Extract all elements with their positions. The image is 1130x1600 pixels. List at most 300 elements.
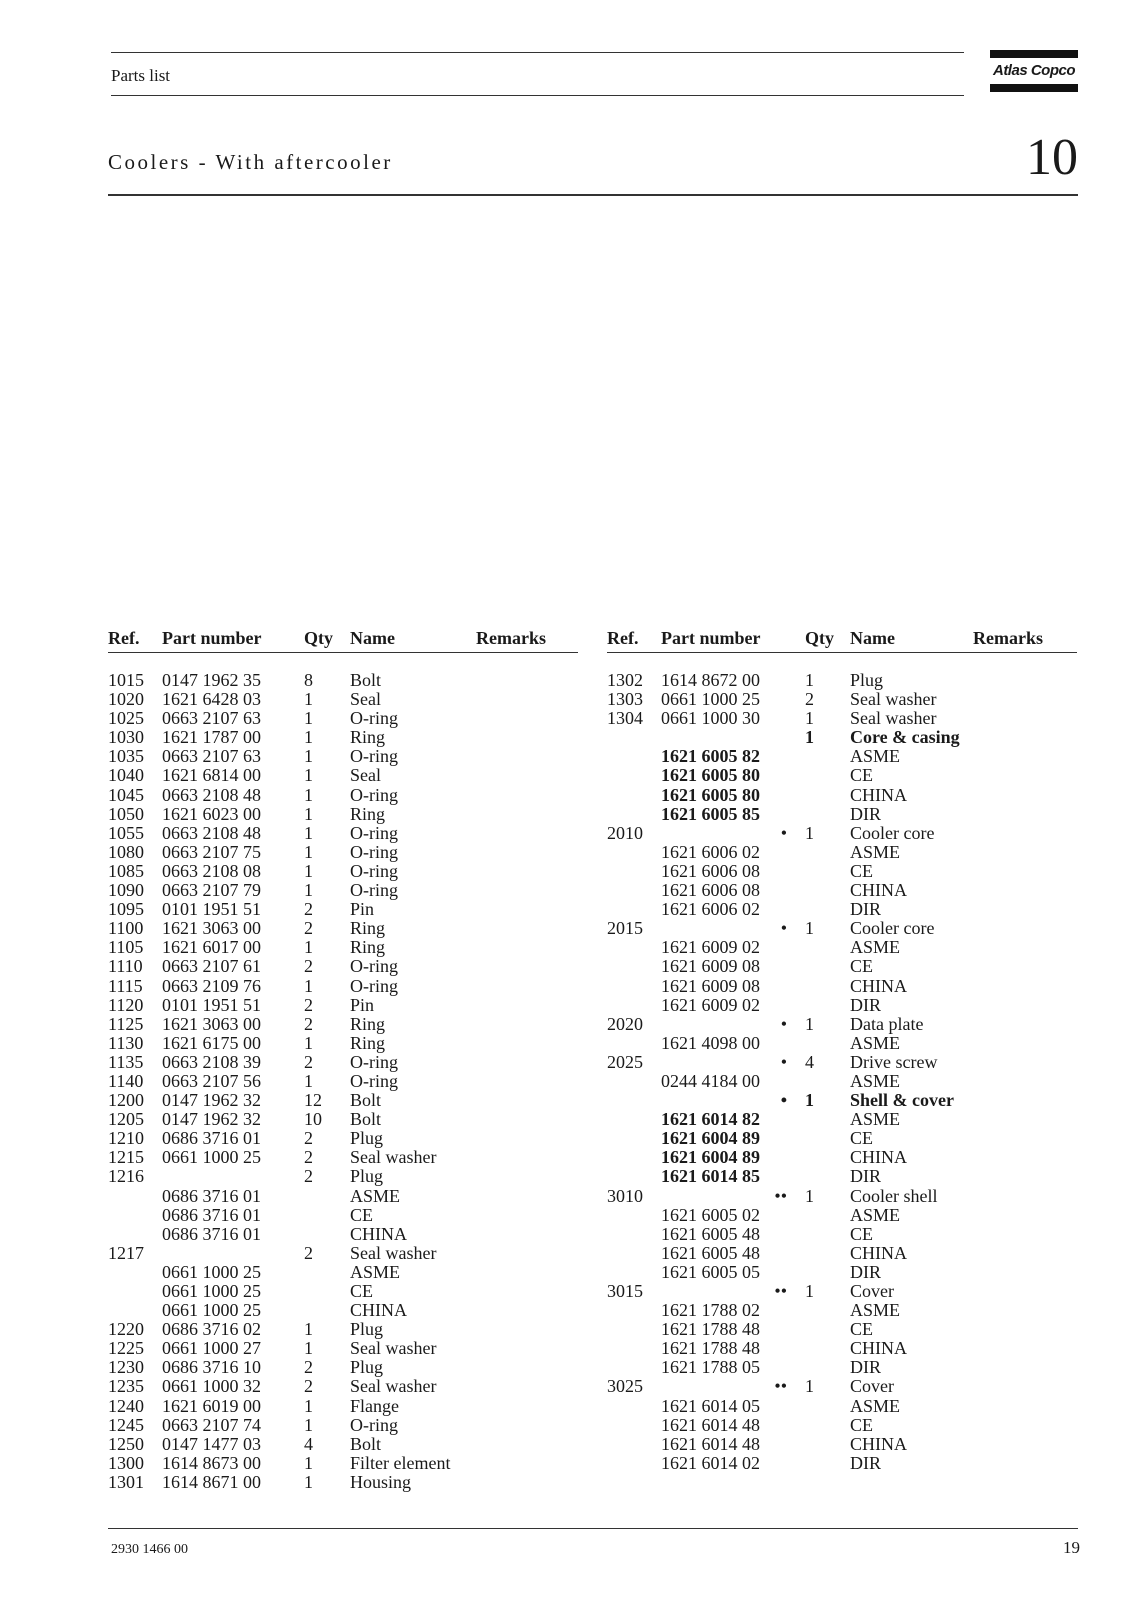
part-number-cell: 0686 3716 01 — [162, 1223, 261, 1244]
part-number-cell: 0663 2107 79 — [162, 880, 261, 901]
name-cell: Seal — [350, 689, 381, 710]
part-number-cell: 1621 6004 89 — [661, 1128, 760, 1149]
part-number-cell: 0661 1000 25 — [162, 1281, 261, 1301]
top-rule — [111, 52, 964, 53]
table-row — [108, 1053, 578, 1072]
table-row — [108, 1015, 578, 1034]
table-row — [607, 709, 1077, 728]
header-rule — [111, 95, 964, 96]
qty-cell: 1 — [304, 1070, 313, 1091]
ref-cell: 1015 — [108, 670, 144, 690]
table-row — [108, 1339, 578, 1358]
indent-dot-cell: • — [780, 822, 787, 843]
part-number-cell: 1621 3063 00 — [162, 1013, 261, 1034]
ref-cell: 1125 — [108, 1013, 144, 1034]
logo-bar-top — [990, 50, 1078, 58]
part-number-cell: 1621 6017 00 — [162, 937, 261, 958]
part-number-cell: 1621 6814 00 — [162, 765, 261, 786]
part-number-cell: 1614 8673 00 — [162, 1452, 261, 1473]
qty-cell: 4 — [304, 1433, 313, 1454]
ref-cell: 1115 — [108, 975, 143, 996]
indent-dot-cell: • — [780, 1090, 787, 1111]
part-number-cell: 1621 6014 85 — [661, 1166, 760, 1187]
logo-text: Atlas Copco — [992, 62, 1075, 79]
name-cell: Bolt — [350, 670, 382, 690]
ref-cell: 2020 — [607, 1013, 643, 1034]
name-cell: Cooler core — [850, 918, 935, 939]
part-number-cell: 1621 6009 02 — [661, 994, 760, 1015]
qty-cell: 1 — [304, 880, 313, 901]
parts-table-left — [108, 628, 578, 1492]
part-number-cell: 0663 2107 63 — [162, 708, 261, 729]
ref-cell: 1050 — [108, 803, 144, 824]
name-cell: CE — [850, 1414, 874, 1435]
table-row — [607, 1263, 1077, 1282]
table-row — [607, 957, 1077, 976]
name-cell: Cooler core — [850, 822, 935, 843]
ref-cell: 1210 — [108, 1128, 144, 1149]
name-cell: DIR — [850, 1261, 881, 1282]
ref-cell: 1302 — [607, 670, 643, 690]
name-cell: Seal — [350, 765, 381, 786]
name-cell: O-ring — [350, 1070, 398, 1091]
name-cell: Ring — [350, 1032, 386, 1053]
name-cell: Bolt — [350, 1109, 382, 1130]
col-remarks-header: Remarks — [476, 628, 546, 648]
col-qty-header: Qty — [304, 628, 333, 648]
indent-dot-cell: • — [780, 1051, 787, 1072]
name-cell: O-ring — [350, 860, 398, 881]
name-cell: CE — [850, 765, 874, 786]
qty-cell: 1 — [805, 1281, 814, 1301]
qty-cell: 2 — [304, 994, 313, 1015]
name-cell: O-ring — [350, 822, 398, 843]
table-row — [108, 938, 578, 957]
indent-dot-cell: •• — [774, 1281, 787, 1301]
table-row — [607, 977, 1077, 996]
ref-cell: 1020 — [108, 689, 144, 710]
document-number: 2930 1466 00 — [111, 1542, 188, 1557]
table-row — [108, 900, 578, 919]
table-row — [607, 1091, 1077, 1110]
name-cell: Drive screw — [850, 1051, 938, 1072]
name-cell: Bolt — [350, 1433, 382, 1454]
name-cell: Ring — [350, 803, 386, 824]
table-row — [607, 919, 1077, 938]
qty-cell: 1 — [304, 1452, 313, 1473]
part-number-cell: 0686 3716 10 — [162, 1357, 261, 1378]
name-cell: Plug — [850, 670, 884, 690]
table-row — [108, 1110, 578, 1129]
col-name-header: Name — [850, 628, 895, 648]
part-number-cell: 0663 2108 08 — [162, 860, 261, 881]
table-row — [607, 862, 1077, 881]
qty-cell: 1 — [805, 670, 814, 690]
qty-cell: 1 — [304, 689, 313, 710]
table-row — [607, 1225, 1077, 1244]
part-number-cell: 0661 1000 32 — [162, 1376, 261, 1397]
qty-cell: 2 — [304, 1376, 313, 1397]
part-number-cell: 1621 6428 03 — [162, 689, 261, 710]
table-body — [108, 671, 578, 1492]
table-row — [607, 843, 1077, 862]
indent-dot-cell: •• — [774, 1376, 787, 1397]
part-number-cell: 1621 6005 80 — [661, 765, 760, 786]
part-number-cell: 1621 6005 80 — [661, 784, 760, 805]
part-number-cell: 0101 1951 51 — [162, 899, 261, 920]
table-row — [607, 1110, 1077, 1129]
part-number-cell: 1621 6006 08 — [661, 860, 760, 881]
table-row — [108, 824, 578, 843]
qty-cell: 1 — [304, 803, 313, 824]
part-number-cell: 0663 2108 39 — [162, 1051, 261, 1072]
qty-cell: 1 — [304, 784, 313, 805]
table-row — [108, 1034, 578, 1053]
table-row — [108, 1377, 578, 1396]
part-number-cell: 0147 1962 32 — [162, 1109, 261, 1130]
table-row — [108, 690, 578, 709]
part-number-cell: 1621 4098 00 — [661, 1032, 760, 1053]
qty-cell: 12 — [304, 1090, 322, 1111]
table-row — [108, 919, 578, 938]
qty-cell: 2 — [304, 899, 313, 920]
table-row — [607, 1397, 1077, 1416]
part-number-cell: 1621 6006 08 — [661, 880, 760, 901]
name-cell: Ring — [350, 727, 386, 748]
ref-cell: 1235 — [108, 1376, 144, 1397]
table-row — [108, 881, 578, 900]
table-row — [607, 996, 1077, 1015]
name-cell: Cover — [850, 1376, 894, 1397]
part-number-cell: 1621 6014 05 — [661, 1395, 760, 1416]
ref-cell: 1100 — [108, 918, 144, 939]
col-remarks-header: Remarks — [973, 628, 1043, 648]
table-row — [108, 805, 578, 824]
part-number-cell: 1621 6005 02 — [661, 1204, 760, 1225]
table-body — [607, 671, 1077, 1473]
part-number-cell: 1621 1788 48 — [661, 1338, 760, 1359]
name-cell: O-ring — [350, 708, 398, 729]
name-cell: CHINA — [350, 1223, 407, 1244]
part-number-cell: 0663 2108 48 — [162, 822, 261, 843]
part-number-cell: 0147 1962 35 — [162, 670, 261, 690]
qty-cell: 2 — [304, 956, 313, 977]
part-number-cell: 1621 6175 00 — [162, 1032, 261, 1053]
table-row — [108, 1416, 578, 1435]
table-row — [607, 671, 1077, 690]
part-number-cell: 1621 6019 00 — [162, 1395, 261, 1416]
qty-cell: 1 — [304, 841, 313, 862]
part-number-cell: 0661 1000 25 — [661, 689, 760, 710]
name-cell: DIR — [850, 1166, 881, 1187]
name-cell: ASME — [350, 1261, 401, 1282]
name-cell: ASME — [850, 1300, 901, 1321]
ref-cell: 1216 — [108, 1166, 144, 1187]
part-number-cell: 1614 8671 00 — [162, 1471, 261, 1492]
part-number-cell: 0686 3716 02 — [162, 1319, 261, 1340]
col-part-header: Part number — [162, 628, 262, 648]
name-cell: O-ring — [350, 1414, 398, 1435]
col-ref-header: Ref. — [607, 628, 639, 648]
name-cell: O-ring — [350, 975, 398, 996]
part-number-cell: 1621 6014 02 — [661, 1452, 760, 1473]
parts-table-right — [607, 628, 1077, 1473]
ref-cell: 1140 — [108, 1070, 144, 1091]
name-cell: Plug — [350, 1319, 384, 1340]
part-number-cell: 1621 6009 08 — [661, 956, 760, 977]
ref-cell: 1095 — [108, 899, 144, 920]
name-cell: CE — [350, 1281, 374, 1301]
ref-cell: 1130 — [108, 1032, 144, 1053]
table-header — [607, 628, 1077, 653]
part-number-cell: 0244 4184 00 — [661, 1070, 760, 1091]
table-row — [108, 843, 578, 862]
part-number-cell: 1621 6005 48 — [661, 1242, 760, 1263]
name-cell: ASME — [850, 1109, 901, 1130]
part-number-cell: 1621 6005 82 — [661, 746, 760, 767]
part-number-cell: 1621 6014 48 — [661, 1414, 760, 1435]
table-row — [108, 1263, 578, 1282]
name-cell: Seal washer — [350, 1242, 437, 1263]
table-row — [607, 1148, 1077, 1167]
qty-cell: 2 — [805, 689, 814, 710]
name-cell: Cooler shell — [850, 1185, 938, 1206]
part-number-cell: 0663 2107 56 — [162, 1070, 261, 1091]
name-cell: Seal washer — [850, 708, 937, 729]
name-cell: ASME — [350, 1185, 401, 1206]
name-cell: CHINA — [850, 975, 907, 996]
qty-cell: 1 — [304, 1471, 313, 1492]
logo-bar-bottom — [990, 84, 1078, 92]
page-number: 19 — [1063, 1538, 1080, 1557]
table-row — [607, 1053, 1077, 1072]
ref-cell: 3025 — [607, 1376, 643, 1397]
name-cell: CHINA — [850, 1242, 907, 1263]
ref-cell: 1030 — [108, 727, 144, 748]
part-number-cell: 0147 1962 32 — [162, 1090, 261, 1111]
table-row — [108, 1301, 578, 1320]
ref-cell: 2010 — [607, 822, 643, 843]
ref-cell: 2025 — [607, 1051, 643, 1072]
part-number-cell: 0663 2107 61 — [162, 956, 261, 977]
ref-cell: 1300 — [108, 1452, 144, 1473]
table-row — [108, 1435, 578, 1454]
table-row — [607, 1034, 1077, 1053]
name-cell: Flange — [350, 1395, 399, 1416]
name-cell: Pin — [350, 899, 375, 920]
name-cell: Data plate — [850, 1013, 924, 1034]
table-row — [607, 786, 1077, 805]
table-row — [607, 1358, 1077, 1377]
qty-cell: 1 — [805, 727, 814, 748]
part-number-cell: 0686 3716 01 — [162, 1185, 261, 1206]
name-cell: CE — [850, 1223, 874, 1244]
qty-cell: 1 — [304, 708, 313, 729]
table-row — [108, 977, 578, 996]
name-cell: Pin — [350, 994, 375, 1015]
table-row — [108, 1282, 578, 1301]
qty-cell: 1 — [805, 708, 814, 729]
table-row — [108, 1129, 578, 1148]
ref-cell: 3010 — [607, 1185, 643, 1206]
table-row — [607, 1416, 1077, 1435]
part-number-cell: 0663 2108 48 — [162, 784, 261, 805]
table-row — [607, 766, 1077, 785]
ref-cell: 1135 — [108, 1051, 144, 1072]
part-number-cell: 1614 8672 00 — [661, 670, 760, 690]
name-cell: Plug — [350, 1166, 384, 1187]
name-cell: DIR — [850, 994, 881, 1015]
name-cell: CE — [850, 1128, 874, 1149]
table-row — [108, 862, 578, 881]
name-cell: CHINA — [850, 1433, 907, 1454]
part-number-cell: 0663 2107 74 — [162, 1414, 261, 1435]
table-row — [108, 1225, 578, 1244]
part-number-cell: 0101 1951 51 — [162, 994, 261, 1015]
indent-dot-cell: • — [780, 1013, 787, 1034]
qty-cell: 2 — [304, 918, 313, 939]
name-cell: Housing — [350, 1471, 412, 1492]
table-row — [108, 671, 578, 690]
ref-cell: 1240 — [108, 1395, 144, 1416]
qty-cell: 1 — [304, 937, 313, 958]
qty-cell: 1 — [304, 1338, 313, 1359]
name-cell: DIR — [850, 1452, 881, 1473]
name-cell: ASME — [850, 841, 901, 862]
table-row — [607, 1282, 1077, 1301]
part-number-cell: 1621 6014 48 — [661, 1433, 760, 1454]
table-row — [108, 1206, 578, 1225]
ref-cell: 1220 — [108, 1319, 144, 1340]
ref-cell: 1040 — [108, 765, 144, 786]
part-number-cell: 0663 2109 76 — [162, 975, 261, 996]
table-row — [108, 1320, 578, 1339]
table-row — [108, 728, 578, 747]
name-cell: CHINA — [850, 880, 907, 901]
table-row — [108, 1454, 578, 1473]
table-row — [108, 1473, 578, 1492]
part-number-cell: 1621 6009 02 — [661, 937, 760, 958]
qty-cell: 2 — [304, 1128, 313, 1149]
name-cell: Bolt — [350, 1090, 382, 1111]
part-number-cell: 1621 6005 48 — [661, 1223, 760, 1244]
part-number-cell: 1621 6006 02 — [661, 841, 760, 862]
name-cell: DIR — [850, 1357, 881, 1378]
indent-dot-cell: •• — [774, 1185, 787, 1206]
qty-cell: 1 — [805, 1376, 814, 1397]
ref-cell: 1045 — [108, 784, 144, 805]
name-cell: Ring — [350, 1013, 386, 1034]
qty-cell: 1 — [304, 822, 313, 843]
table-row — [108, 786, 578, 805]
table-row — [108, 766, 578, 785]
company-logo — [990, 50, 1078, 94]
part-number-cell: 1621 6023 00 — [162, 803, 261, 824]
qty-cell: 4 — [805, 1051, 814, 1072]
part-number-cell: 0661 1000 25 — [162, 1300, 261, 1321]
qty-cell: 1 — [304, 975, 313, 996]
section-title: Coolers - With aftercooler — [108, 150, 393, 174]
table-row — [108, 1091, 578, 1110]
table-row — [607, 1187, 1077, 1206]
table-row — [108, 996, 578, 1015]
qty-cell: 2 — [304, 1242, 313, 1263]
ref-cell: 1085 — [108, 860, 144, 881]
name-cell: O-ring — [350, 1051, 398, 1072]
name-cell: DIR — [850, 803, 881, 824]
header-label: Parts list — [111, 66, 171, 85]
ref-cell: 1301 — [108, 1471, 144, 1492]
ref-cell: 1245 — [108, 1414, 144, 1435]
table-row — [108, 1148, 578, 1167]
qty-cell: 1 — [805, 1185, 814, 1206]
name-cell: CHINA — [850, 1338, 907, 1359]
part-number-cell: 1621 1788 02 — [661, 1300, 760, 1321]
table-row — [108, 1072, 578, 1091]
name-cell: CE — [850, 1319, 874, 1340]
table-row — [607, 1129, 1077, 1148]
table-row — [607, 1015, 1077, 1034]
ref-cell: 1225 — [108, 1338, 144, 1359]
ref-cell: 1250 — [108, 1433, 144, 1454]
table-row — [607, 1167, 1077, 1186]
name-cell: CHINA — [850, 784, 907, 805]
qty-cell: 1 — [304, 860, 313, 881]
name-cell: O-ring — [350, 956, 398, 977]
qty-cell: 1 — [304, 1032, 313, 1053]
name-cell: Ring — [350, 918, 386, 939]
table-row — [607, 1301, 1077, 1320]
name-cell: O-ring — [350, 784, 398, 805]
table-row — [607, 900, 1077, 919]
part-number-cell: 1621 3063 00 — [162, 918, 261, 939]
qty-cell: 10 — [304, 1109, 322, 1130]
part-number-cell: 1621 6005 85 — [661, 803, 760, 824]
name-cell: CHINA — [350, 1300, 407, 1321]
name-cell: Core & casing — [850, 727, 960, 748]
qty-cell: 1 — [304, 1414, 313, 1435]
ref-cell: 1215 — [108, 1147, 144, 1168]
name-cell: Seal washer — [350, 1338, 437, 1359]
part-number-cell: 0661 1000 27 — [162, 1338, 261, 1359]
qty-cell: 2 — [304, 1147, 313, 1168]
name-cell: CE — [350, 1204, 374, 1225]
name-cell: ASME — [850, 1204, 901, 1225]
name-cell: CE — [850, 860, 874, 881]
qty-cell: 2 — [304, 1166, 313, 1187]
col-qty-header: Qty — [805, 628, 834, 648]
ref-cell: 1303 — [607, 689, 643, 710]
table-row — [108, 1358, 578, 1377]
qty-cell: 2 — [304, 1013, 313, 1034]
table-row — [607, 881, 1077, 900]
qty-cell: 1 — [304, 1395, 313, 1416]
qty-cell: 2 — [304, 1357, 313, 1378]
footer-rule — [108, 1528, 1078, 1529]
table-row — [607, 1339, 1077, 1358]
ref-cell: 1090 — [108, 880, 144, 901]
ref-cell: 3015 — [607, 1281, 643, 1301]
ref-cell: 1304 — [607, 708, 643, 729]
part-number-cell: 0686 3716 01 — [162, 1204, 261, 1225]
table-row — [607, 938, 1077, 957]
part-number-cell: 1621 1788 05 — [661, 1357, 760, 1378]
name-cell: Seal washer — [350, 1147, 437, 1168]
ref-cell: 1080 — [108, 841, 144, 862]
qty-cell: 1 — [805, 822, 814, 843]
part-number-cell: 0661 1000 25 — [162, 1261, 261, 1282]
table-row — [108, 747, 578, 766]
